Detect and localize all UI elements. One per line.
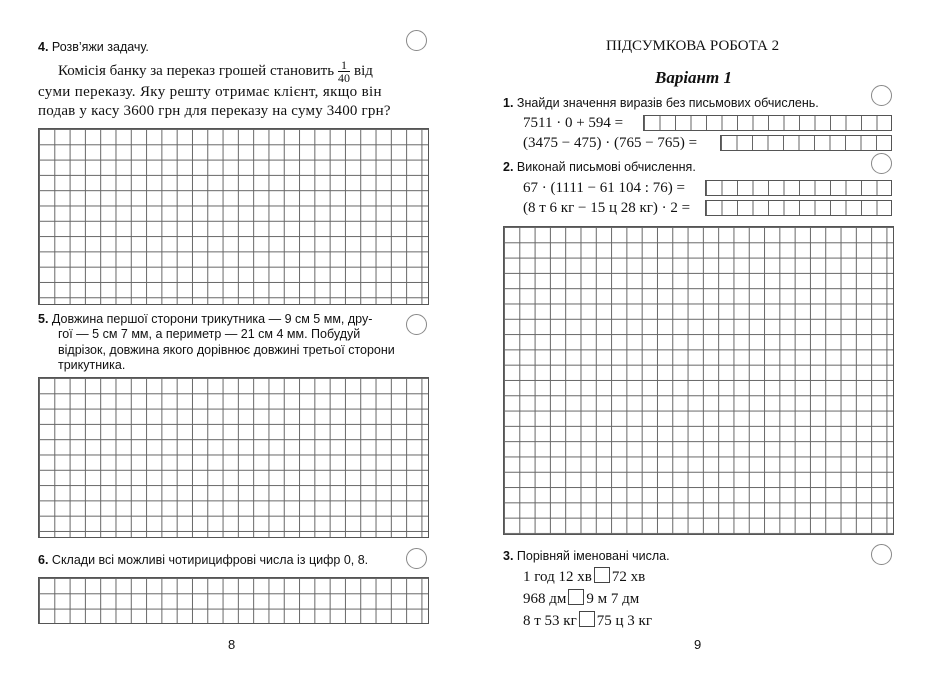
task4-text-line3: подав у касу 3600 грн для переказу на суму 3400 грн? xyxy=(38,103,391,119)
task2-number: 2. xyxy=(503,160,514,174)
answer-cells-task1-expr1[interactable] xyxy=(643,115,892,131)
page-title: ПІДСУМКОВА РОБОТА 2 xyxy=(606,38,780,54)
task5-line3: відрізок, довжина якого дорівнює довжині третьої сторони xyxy=(58,343,395,357)
page-number-left: 8 xyxy=(228,637,236,652)
task3-instruction: 3. Порівняй іменовані числа. xyxy=(503,549,670,563)
task5-number: 5. xyxy=(38,312,49,326)
score-circle-task3[interactable] xyxy=(871,544,892,565)
task4-text-line1: Комісія банку за переказ грошей становить $\frac{1}{40}$ від xyxy=(58,57,373,85)
score-circle-task2[interactable] xyxy=(871,153,892,174)
page-number-right: 9 xyxy=(694,637,702,652)
compare-box[interactable] xyxy=(579,611,595,627)
score-circle-task6[interactable] xyxy=(406,548,427,569)
answer-grid-task4[interactable] xyxy=(38,128,429,305)
compare-box[interactable] xyxy=(568,589,584,605)
answer-cells-task1-expr2[interactable] xyxy=(720,135,892,151)
comparison-row: 1 год 12 хв 72 хв xyxy=(523,569,646,585)
score-circle-task4[interactable] xyxy=(406,30,427,51)
task2-expr2: (8 т 6 кг − 15 ц 28 кг) · 2 = xyxy=(523,200,691,216)
answer-grid-task6[interactable] xyxy=(38,577,429,624)
fraction-1-40: $\frac{1}{40}$ xyxy=(338,57,351,85)
task4-text-line2: суми переказу. Яку решту отримає клієнт, якщо він xyxy=(38,84,382,100)
task5-line2: гої — 5 см 7 мм, а периметр — 21 см 4 мм. Побудуй xyxy=(58,327,361,341)
compare-box[interactable] xyxy=(594,567,610,583)
answer-cells-task2-expr2[interactable] xyxy=(705,200,892,216)
task4-number: 4. xyxy=(38,40,49,54)
answer-grid-task2[interactable] xyxy=(503,226,894,535)
task3-number: 3. xyxy=(503,549,514,563)
variant-heading: Варіант 1 xyxy=(655,68,732,87)
score-circle-task5[interactable] xyxy=(406,314,427,335)
task1-expr2: (3475 − 475) · (765 − 765) = xyxy=(523,135,698,151)
task5-line4: трикутника. xyxy=(58,358,126,372)
comparison-row: 968 дм 9 м 7 дм xyxy=(523,591,640,607)
comparison-row: 8 т 53 кг 75 ц 3 кг xyxy=(523,613,652,629)
answer-cells-task2-expr1[interactable] xyxy=(705,180,892,196)
task2-expr1: 67 · (1111 − 61 104 : 76) = xyxy=(523,180,685,196)
task6-text: 6. Склади всі можливі чотирицифрові числа із цифр 0, 8. xyxy=(38,553,369,567)
task1-number: 1. xyxy=(503,96,514,110)
answer-grid-task5[interactable] xyxy=(38,377,429,538)
task1-expr1: 7511 · 0 + 594 = xyxy=(523,115,624,131)
score-circle-task1[interactable] xyxy=(871,85,892,106)
task1-instruction: 1. Знайди значення виразів без письмових обчислень. xyxy=(503,96,819,110)
task5-line1: 5. Довжина першої сторони трикутника — 9 см 5 мм, дру- xyxy=(38,312,373,326)
task4-instruction: 4. Розв’яжи задачу. xyxy=(38,40,149,54)
task6-number: 6. xyxy=(38,553,49,567)
task2-instruction: 2. Виконай письмові обчислення. xyxy=(503,160,696,174)
